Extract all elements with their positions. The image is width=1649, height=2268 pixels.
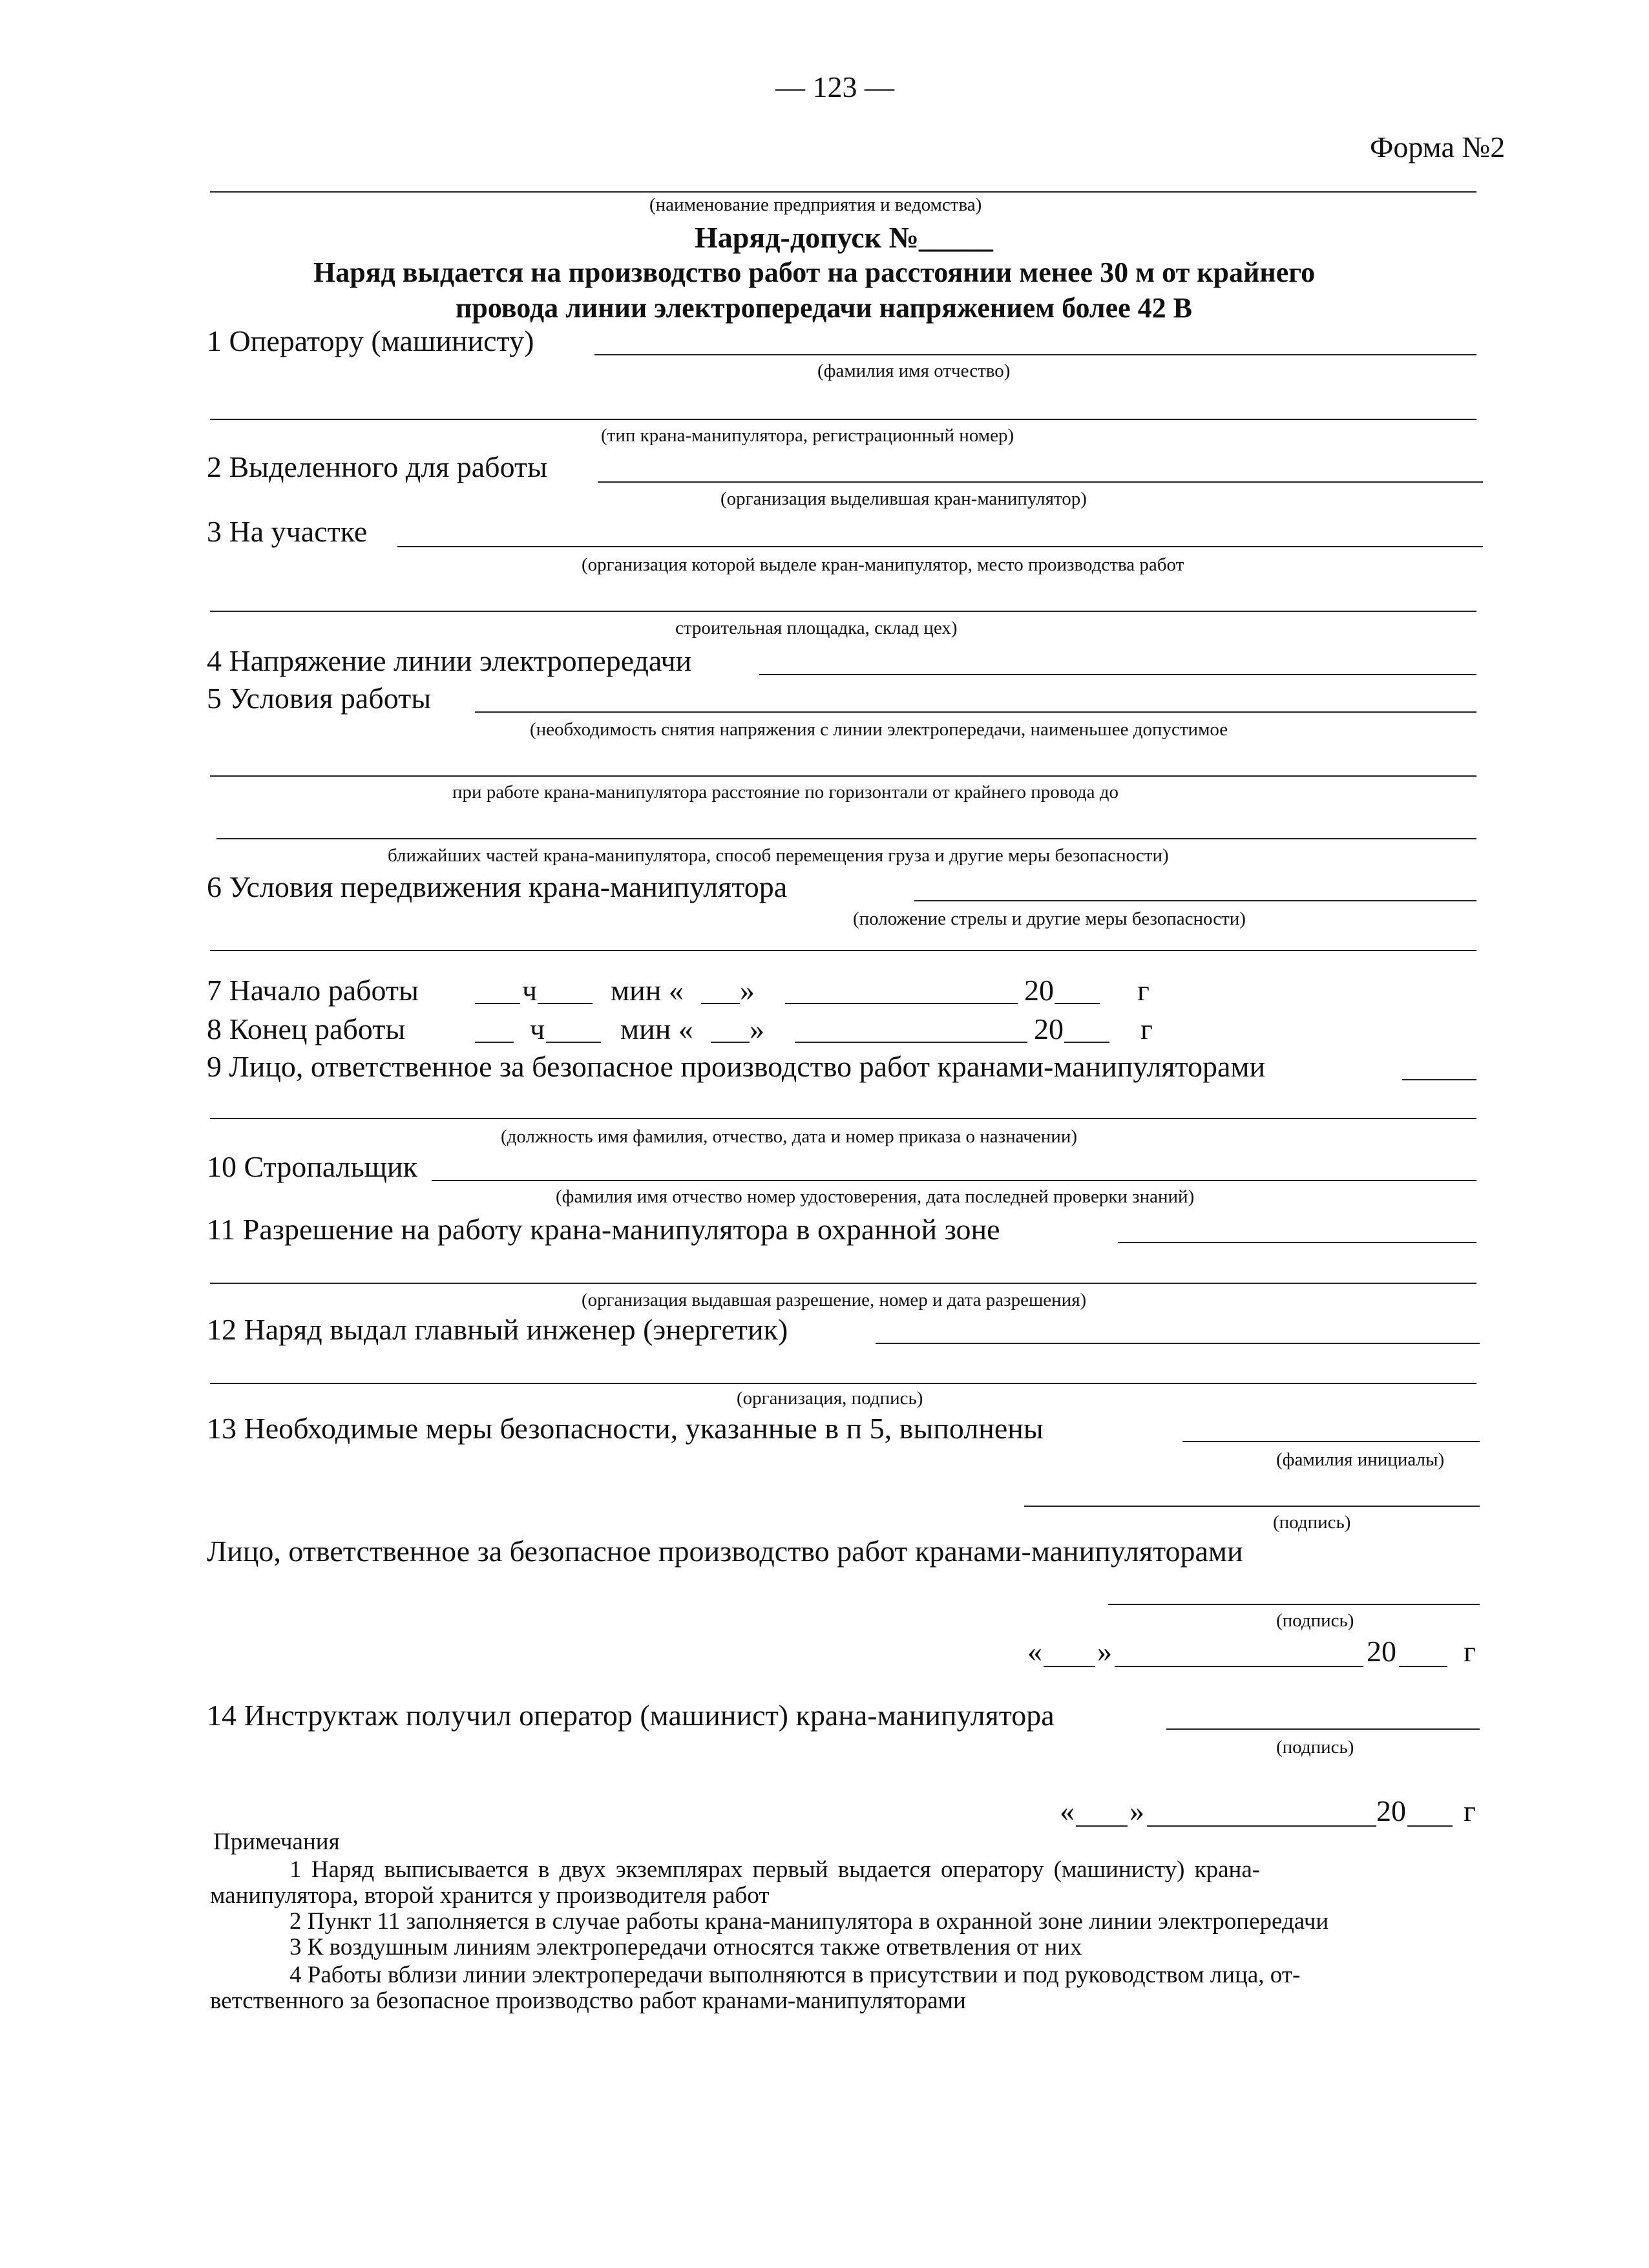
field-2-caption: (организация выделившая кран-манипулятор) [720,488,1087,509]
issued-by-line[interactable] [876,1343,1480,1344]
year-suffix: г [1464,1794,1476,1827]
end-minute-line[interactable] [546,1042,601,1043]
year-suffix: г [1464,1635,1476,1668]
field-1-caption: (фамилия имя отчество) [817,361,1011,381]
movement-line-2[interactable] [210,950,1476,951]
date-year-line-1[interactable] [1399,1666,1447,1667]
start-minute-line[interactable] [538,1003,593,1004]
responsible-line-2[interactable] [210,1118,1476,1119]
field-10-caption: (фамилия имя отчество номер удостоверения, дата последней проверки знаний) [556,1186,1195,1207]
minute-unit: мин « [620,1013,693,1045]
signature-caption-3: (подпись) [1276,1737,1354,1758]
year-suffix: г [1137,974,1150,1007]
field-8-label: 8 Конец работы [207,1013,406,1045]
subtitle-line-2: провода линии электропередачи напряжением более 42 В [456,292,1193,324]
measures-line[interactable] [1182,1441,1480,1442]
field-6-caption: (положение стрелы и другие меры безопасности) [853,908,1246,929]
field-5-caption-2: при работе крана-манипулятора расстояние по горизонтали от крайнего провода до [452,782,1119,803]
close-quote: » [740,974,755,1007]
slinger-line[interactable] [432,1180,1476,1181]
start-day-line[interactable] [701,1003,740,1004]
field-9-label: 9 Лицо, ответственное за безопасное производство работ кранами-манипуляторами [207,1050,1266,1083]
conditions-line-3[interactable] [216,838,1476,839]
field-4-label: 4 Напряжение линии электропередачи [207,644,692,677]
field-13-caption: (фамилия инициалы) [1276,1449,1445,1470]
field-3-label: 3 На участке [207,515,368,548]
operator-name-line[interactable] [594,354,1476,355]
open-quote: « [1027,1635,1042,1668]
end-day-line[interactable] [711,1042,750,1043]
org-caption: (наименование предприятия и ведомства) [649,194,982,215]
field-3-caption: (организация которой выделе кран-манипулятор, место производства работ [582,554,1184,575]
field-1-label: 1 Оператору (машинисту) [207,324,534,357]
field-6-label: 6 Условия передвижения крана-манипулятора [207,870,788,903]
date-day-line-1[interactable] [1044,1666,1095,1667]
page-number: — 123 — [775,70,894,103]
note-1-line-2: манипулятора, второй хранится у производителя работ [210,1882,770,1909]
field-11-caption: (организация выдавшая разрешение, номер и дата разрешения) [582,1290,1087,1310]
field-5-caption: (необходимость снятия напряжения с линии электропередачи, наименьшее допустимое [530,719,1228,740]
close-quote: » [750,1013,764,1045]
signature-caption-2: (подпись) [1276,1610,1354,1631]
year-prefix: 20 [1367,1635,1396,1668]
start-month-line[interactable] [785,1003,1018,1004]
notes-heading: Примечания [213,1829,340,1855]
end-hour-line[interactable] [475,1042,514,1043]
hour-unit: ч [530,1013,545,1045]
subtitle-line-1: Наряд выдается на производство работ на расстоянии менее 30 м от крайнего [313,257,1316,288]
instruction-signature-line[interactable] [1166,1728,1480,1730]
issued-by-line-2[interactable] [210,1383,1476,1384]
voltage-line[interactable] [759,674,1476,675]
date-month-line-2[interactable] [1147,1825,1376,1827]
document-title: Наряд-допуск №_____ [695,221,993,254]
field-14-label: 14 Инструктаж получил оператор (машинист) крана-манипулятора [207,1699,1055,1732]
field-7-label: 7 Начало работы [207,974,419,1007]
movement-line[interactable] [914,900,1476,901]
year-prefix: 20 [1376,1794,1406,1827]
year-prefix: 20 [1034,1013,1064,1045]
field-5-caption-3: ближайших частей крана-манипулятора, способ перемещения груза и другие меры безопасности) [388,845,1169,866]
date-day-line-2[interactable] [1076,1825,1128,1827]
note-2: 2 Пункт 11 заполняется в случае работы крана-манипулятора в охранной зоне линии электропередачи [289,1908,1329,1935]
close-quote: » [1097,1635,1112,1668]
note-4-line-2: ветственного за безопасное производство работ кранами-манипуляторами [210,1988,966,2014]
conditions-line-2[interactable] [210,775,1476,777]
field-5-label: 5 Условия работы [207,682,432,715]
field-11-label: 11 Разрешение на работу крана-манипулятора в охранной зоне [207,1213,1000,1246]
start-hour-line[interactable] [475,1003,520,1004]
responsible-signature-line[interactable] [1108,1604,1480,1605]
field-2-label: 2 Выделенного для работы [207,450,547,483]
year-prefix: 20 [1024,974,1054,1007]
responsible-label: Лицо, ответственное за безопасное производство работ кранами-манипуляторами [207,1535,1243,1568]
year-suffix: г [1140,1013,1153,1045]
allocated-line[interactable] [598,481,1483,483]
end-month-line[interactable] [795,1042,1027,1043]
field-13-label: 13 Необходимые меры безопасности, указанные в п 5, выполнены [207,1412,1044,1445]
field-12-label: 12 Наряд выдал главный инженер (энергетик) [207,1313,788,1346]
hour-unit: ч [522,974,538,1007]
signature-caption-1: (подпись) [1273,1512,1351,1533]
open-quote: « [1060,1794,1075,1827]
responsible-line[interactable] [1402,1079,1476,1080]
minute-unit: мин « [611,974,684,1007]
field-9-caption: (должность имя фамилия, отчество, дата и номер приказа о назначении) [501,1126,1078,1147]
close-quote: » [1129,1794,1144,1827]
measures-signature-line[interactable] [1024,1506,1480,1507]
crane-type-line[interactable] [210,419,1476,420]
date-month-line-1[interactable] [1115,1666,1363,1667]
start-year-line[interactable] [1055,1003,1100,1004]
permit-line-2[interactable] [210,1283,1476,1284]
field-10-label: 10 Стропальщик [207,1150,417,1183]
org-line[interactable] [210,191,1476,193]
end-year-line[interactable] [1064,1042,1109,1043]
note-3: 3 К воздушным линиям электропередачи относятся также ответвления от них [289,1934,1082,1960]
site-line[interactable] [397,546,1483,547]
field-3-caption-2: строительная площадка, склад цех) [675,618,958,638]
date-year-line-2[interactable] [1407,1825,1453,1827]
field-12-caption: (организация, подпись) [737,1388,923,1409]
site-line-2[interactable] [210,611,1476,612]
form-label: Форма №2 [1370,131,1506,163]
field-1-caption-2: (тип крана-манипулятора, регистрационный номер) [601,425,1014,446]
conditions-line[interactable] [475,711,1476,713]
note-1-line-1: 1 Наряд выписывается в двух экземплярах первый выдается оператору (машинисту) крана- [289,1856,1261,1883]
note-4-line-1: 4 Работы вблизи линии электропередачи выполняются в присутствии и под руководством лица, от- [289,1962,1301,1988]
permit-line[interactable] [1118,1242,1476,1243]
